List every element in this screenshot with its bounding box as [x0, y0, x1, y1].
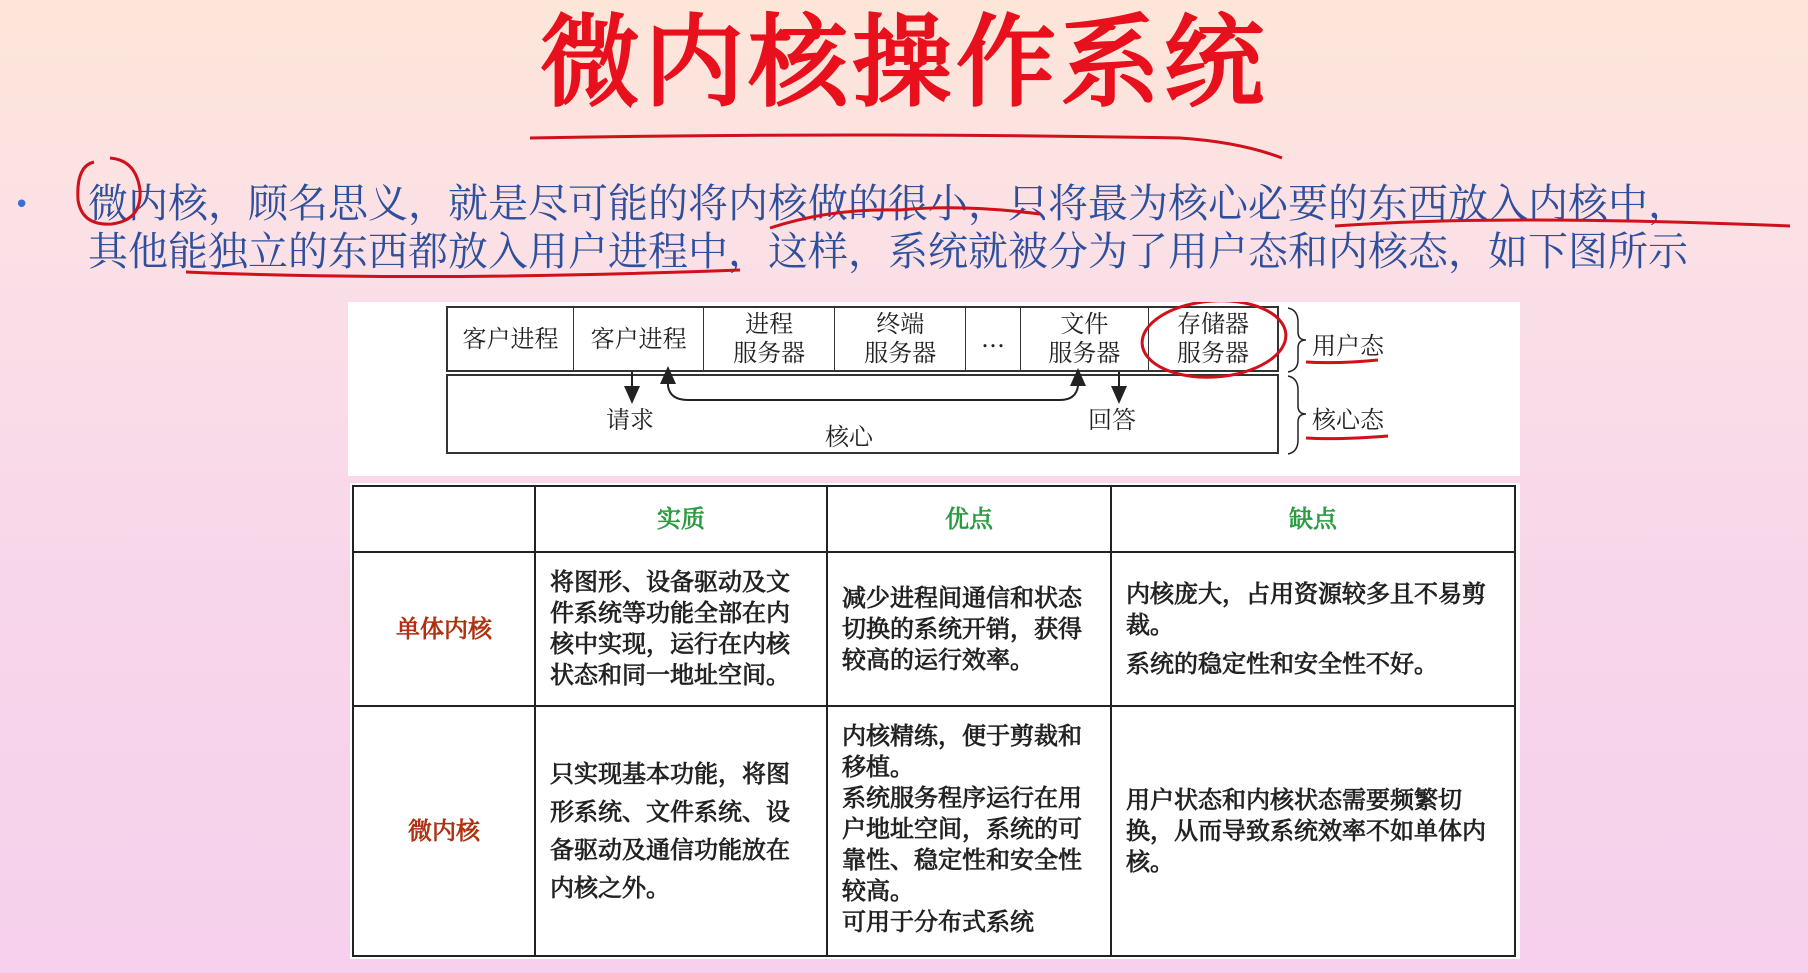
reply-label: 回答 — [1088, 406, 1136, 434]
kernel-mode-brace — [1288, 376, 1306, 454]
kernel-label: 核心 — [825, 423, 873, 451]
intro-line-1: 微内核，顾名思义，就是尽可能的将内核做的很小，只将最为核心必要的东西放入内核中， — [88, 181, 1688, 227]
user-space-row — [446, 306, 1279, 372]
cell-essence: 只实现基本功能，将图形系统、文件系统、设备驱动及通信功能放在内核之外。 — [535, 706, 827, 956]
header-pros: 优点 — [827, 486, 1111, 552]
cell-pros: 减少进程间通信和状态切换的系统开销，获得较高的运行效率。 — [827, 552, 1111, 706]
header-empty — [353, 486, 535, 552]
cell-essence: 将图形、设备驱动及文件系统等功能全部在内核中实现，运行在内核状态和同一地址空间。 — [535, 552, 827, 706]
client-process-cell: 客户进程 — [448, 308, 574, 370]
table-row — [353, 706, 1515, 956]
cell-cons: 内核庞大，占用资源较多且不易剪裁。 系统的稳定性和安全性不好。 — [1111, 552, 1515, 706]
kernel-mode-label: 核心态 — [1312, 406, 1384, 434]
memory-server-cell: 存储器 服务器 — [1176, 310, 1249, 367]
process-server-cell: 进程 服务器 — [704, 308, 835, 370]
intro-line-2: 其他能独立的东西都放入用户进程中，这样，系统就被分为了用户态和内核态，如下图所示 — [88, 229, 1688, 275]
microkernel-diagram — [348, 302, 1520, 476]
intro-paragraph — [88, 180, 1808, 276]
terminal-server-cell: 终端 服务器 — [835, 308, 966, 370]
user-mode-label: 用户态 — [1312, 332, 1384, 360]
page-title: 微内核操作系统 — [540, 3, 1268, 121]
table-header-row — [353, 486, 1515, 552]
client-process-cell: 客户进程 — [574, 308, 704, 370]
cell-cons: 用户状态和内核状态需要频繁切换，从而导致系统效率不如单体内核。 — [1111, 706, 1515, 956]
table-row — [353, 552, 1515, 706]
row-name-microkernel: 微内核 — [353, 706, 535, 956]
ellipsis-cell: … — [966, 308, 1021, 370]
row-name-monolithic: 单体内核 — [353, 552, 535, 706]
bullet-marker: • — [14, 190, 30, 220]
file-server-cell: 文件 服务器 — [1021, 308, 1149, 370]
header-essence: 实质 — [535, 486, 827, 552]
cell-pros: 内核精练，便于剪裁和移植。 系统服务程序运行在用户地址空间，系统的可靠性、稳定性和安全性较高。 可用于分布式系统 — [827, 706, 1111, 956]
request-label: 请求 — [606, 406, 654, 434]
user-mode-brace — [1288, 308, 1306, 372]
kernel-comparison-table — [350, 483, 1520, 959]
header-cons: 缺点 — [1111, 486, 1515, 552]
